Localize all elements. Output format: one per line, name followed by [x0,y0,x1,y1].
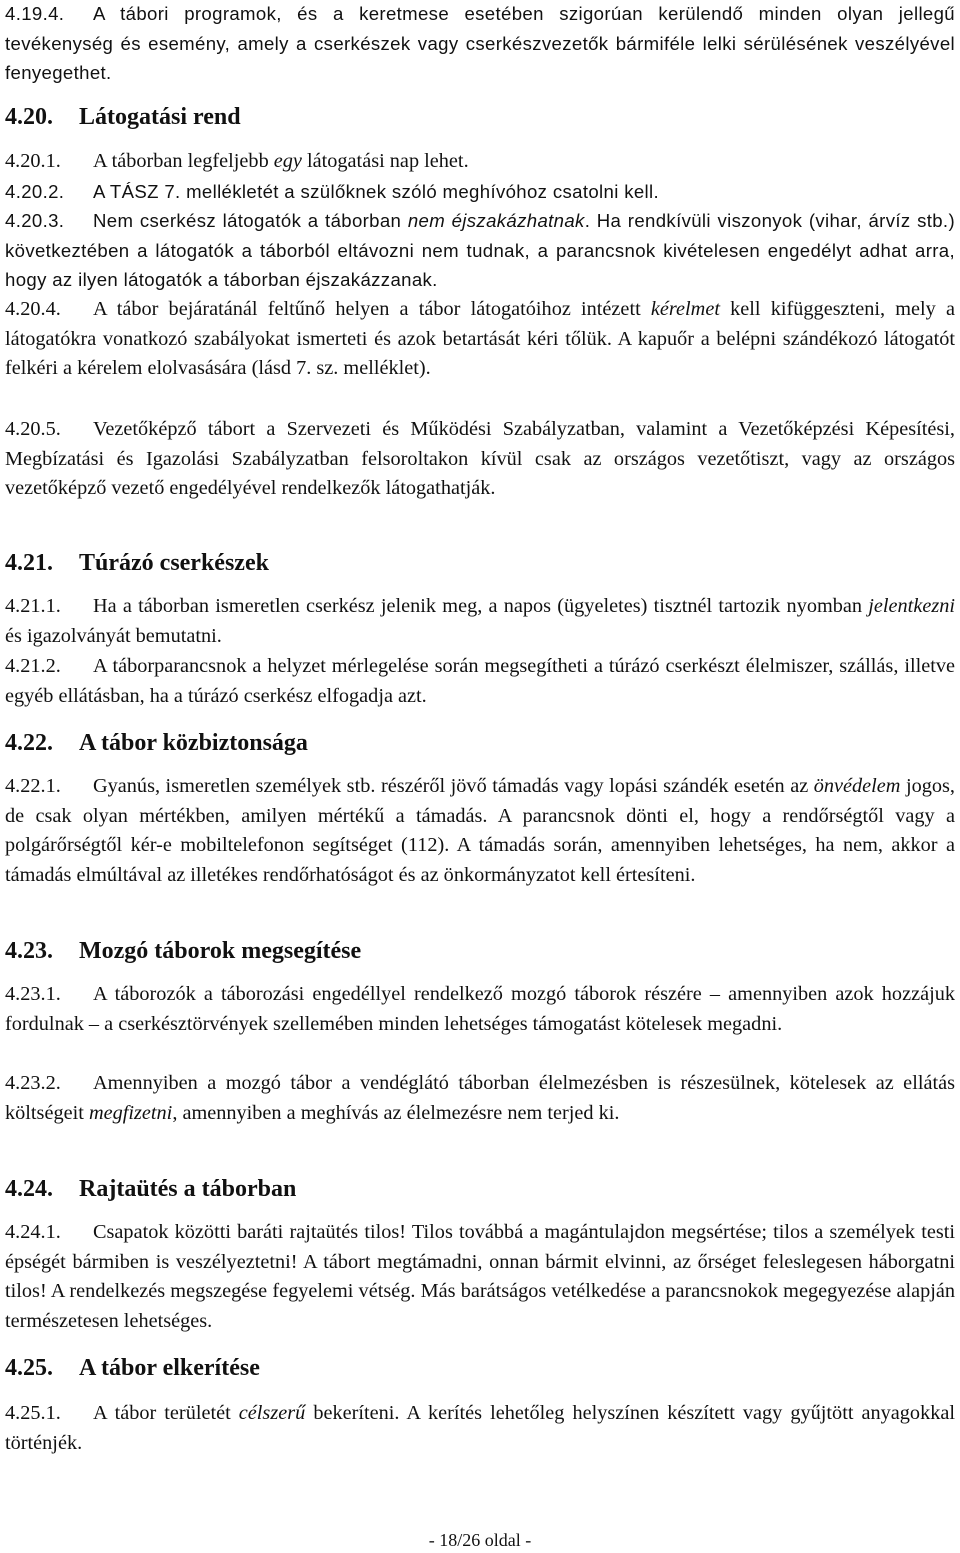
paragraph-text: A tábori programok, és a keretmese esetében szigorúan kerülendő minden olyan jellegű tevékenység és esemény, amely a cserkészek vagy cserkészvezetők bármiféle lelki sérülésének veszélyével fenyegethet. [5,3,955,83]
paragraph-text-post: bekeríteni. A kerítés lehetőleg helyszínen készített vagy gyűjtött anyagokkal történjék. [5,1402,955,1454]
paragraph-emphasis: nem éjszakázhatnak [407,210,585,231]
section-title: Látogatási rend [79,104,241,130]
section-heading-4-24 [5,1174,296,1204]
paragraph-text-pre: Gyanús, ismeretlen személyek stb. részéről jövő támadás vagy lopási szándék esetén az [93,775,814,797]
paragraph-number: 4.20.4. [5,298,61,320]
paragraph-4-20-1 [5,147,955,177]
section-number: 4.22. [5,730,53,756]
paragraph-text-post: látogatási nap lehet. [301,150,469,172]
paragraph-emphasis: kérelmet [650,298,720,320]
paragraph-4-24-1 [5,1218,955,1336]
paragraph-text-pre: A táborban legfeljebb [93,150,274,172]
paragraph-text-pre: A tábor területét [93,1402,239,1424]
section-heading-4-21 [5,548,269,578]
paragraph-4-19-4 [5,0,955,88]
paragraph-4-20-5 [5,415,955,504]
paragraph-text-post: . Ha rendkívüli viszonyok (vihar, árvíz stb.) következtében a látogatók a táborból eltávozni nem tudnak, a parancsnok kivételesen engedélyt adhat arra, hogy az ilyen látogatók a táborban éjszakázzanak. [5,210,955,290]
section-number: 4.25. [5,1355,53,1381]
paragraph-text-pre: Amennyiben a mozgó tábor a vendéglátó táborban élelmezésben is részesülnek, kötelesek az ellátás költségeit [5,1072,955,1124]
paragraph-number: 4.20.1. [5,150,61,172]
section-number: 4.20. [5,104,53,130]
paragraph-text-pre: A tábor bejáratánál feltűnő helyen a tábor látogatóihoz intézett [93,298,651,320]
paragraph-4-23-2 [5,1069,955,1128]
paragraph-4-23-1 [5,980,955,1039]
paragraph-emphasis: célszerű [238,1402,306,1424]
paragraph-4-20-4 [5,295,955,384]
paragraph-text: A TÁSZ 7. mellékletét a szülőknek szóló meghívóhoz csatolni kell. [93,181,660,202]
section-heading-4-25 [5,1353,260,1383]
paragraph-text-post: jogos, de csak olyan mértékben, amilyen mértékű a támadás. A parancsnok dönti el, hogy a rendőrségtől vagy a polgárőrségtől kér-e mobiltelefonon segítséget (112). A támadás során, amennyiben lehetséges, ha nem, akkor a támadás elmúltával az illetékes rendőrhatóságot és az önkormányzatot kell értesíteni. [5,775,956,886]
paragraph-text-pre: Nem cserkész látogatók a táborban [93,210,408,231]
paragraph-4-21-1 [5,592,955,651]
section-title: A tábor elkerítése [79,1355,260,1381]
paragraph-text: A táborozók a táborozási engedéllyel rendelkező mozgó táborok részére – amennyiben azok hozzájuk fordulnak – a cserkésztörvények szellemében minden lehetséges támogatást kötelesek megadni. [5,983,955,1035]
paragraph-4-22-1 [5,772,955,890]
page-number-footer: - 18/26 oldal - [428,1530,532,1550]
paragraph-emphasis: jelentkezni [868,595,955,617]
paragraph-number: 4.22.1. [5,775,61,797]
paragraph-text: A táborparancsnok a helyzet mérlegelése során megsegítheti a túrázó cserkészt élelmiszer, szállás, illetve egyéb ellátásban, ha a túrázó cserkész elfogadja azt. [5,655,955,707]
paragraph-text-post: , amennyiben a meghívás az élelmezésre nem terjed ki. [172,1101,620,1124]
paragraph-4-25-1 [5,1399,955,1458]
section-title: Mozgó táborok megsegítése [79,938,362,964]
paragraph-text: Csapatok közötti baráti rajtaütés tilos! Tilos továbbá a magántulajdon megsértése; tilos a személyek testi épségét bármiben is veszélyeztetni! A tábort megtámadni, onnan bármit elvinni, az őrséget feleslegesen háborgatni tilos! A rendelkezés megszegése fegyelemi vétség. Más barátságos vetélkedése a parancsnokok megegyezése alapján természetesen lehetséges. [5,1221,955,1332]
paragraph-number: 4.23.1. [5,983,61,1005]
paragraph-number: 4.24.1. [5,1221,61,1243]
paragraph-number: 4.20.5. [5,418,61,440]
paragraph-number: 4.25.1. [5,1402,61,1424]
section-number: 4.23. [5,938,53,964]
paragraph-4-21-2 [5,652,955,711]
section-title: Rajtaütés a táborban [79,1176,297,1202]
section-number: 4.21. [5,550,53,576]
paragraph-number: 4.20.2. [5,181,65,202]
paragraph-text-post: és igazolványát bemutatni. [5,624,222,647]
paragraph-number: 4.21.2. [5,655,61,677]
paragraph-emphasis: megfizetni [88,1101,173,1124]
section-heading-4-23 [5,936,361,966]
section-number: 4.24. [5,1176,53,1202]
section-title: Túrázó cserkészek [79,550,269,576]
paragraph-number: 4.21.1. [5,595,61,617]
paragraph-emphasis: egy [273,150,302,172]
paragraph-number: 4.23.2. [5,1072,61,1094]
paragraph-4-20-2 [5,177,955,207]
paragraph-number: 4.19.4. [5,3,65,24]
paragraph-emphasis: önvédelem [813,775,901,797]
paragraph-text-pre: Ha a táborban ismeretlen cserkész jelenik meg, a napos (ügyeletes) tisztnél tartozik nyomban [93,595,869,617]
paragraph-4-20-3 [5,206,955,295]
section-heading-4-22 [5,728,308,758]
paragraph-text-post: kell kifüggeszteni, mely a látogatókra vonatkozó szabályokat ismerteti és azok betartását kéri tőlük. A kapuőr a belépni szándékozó látogatót felkéri a kérelem elolvasására (lásd 7. sz. melléklet). [5,298,955,379]
section-title: A tábor közbiztonsága [79,730,308,756]
paragraph-text: Vezetőképző tábort a Szervezeti és Működési Szabályzatban, valamint a Vezetőképzési Képesítési, Megbízatási és Igazolási Szabályzatban felsoroltakon kívül csak az országos vezetőtiszt, vagy az országos vezetőképző vezető engedélyével rendelkezők látogathatják. [5,418,955,499]
section-heading-4-20 [5,102,241,132]
paragraph-number: 4.20.3. [5,210,65,231]
